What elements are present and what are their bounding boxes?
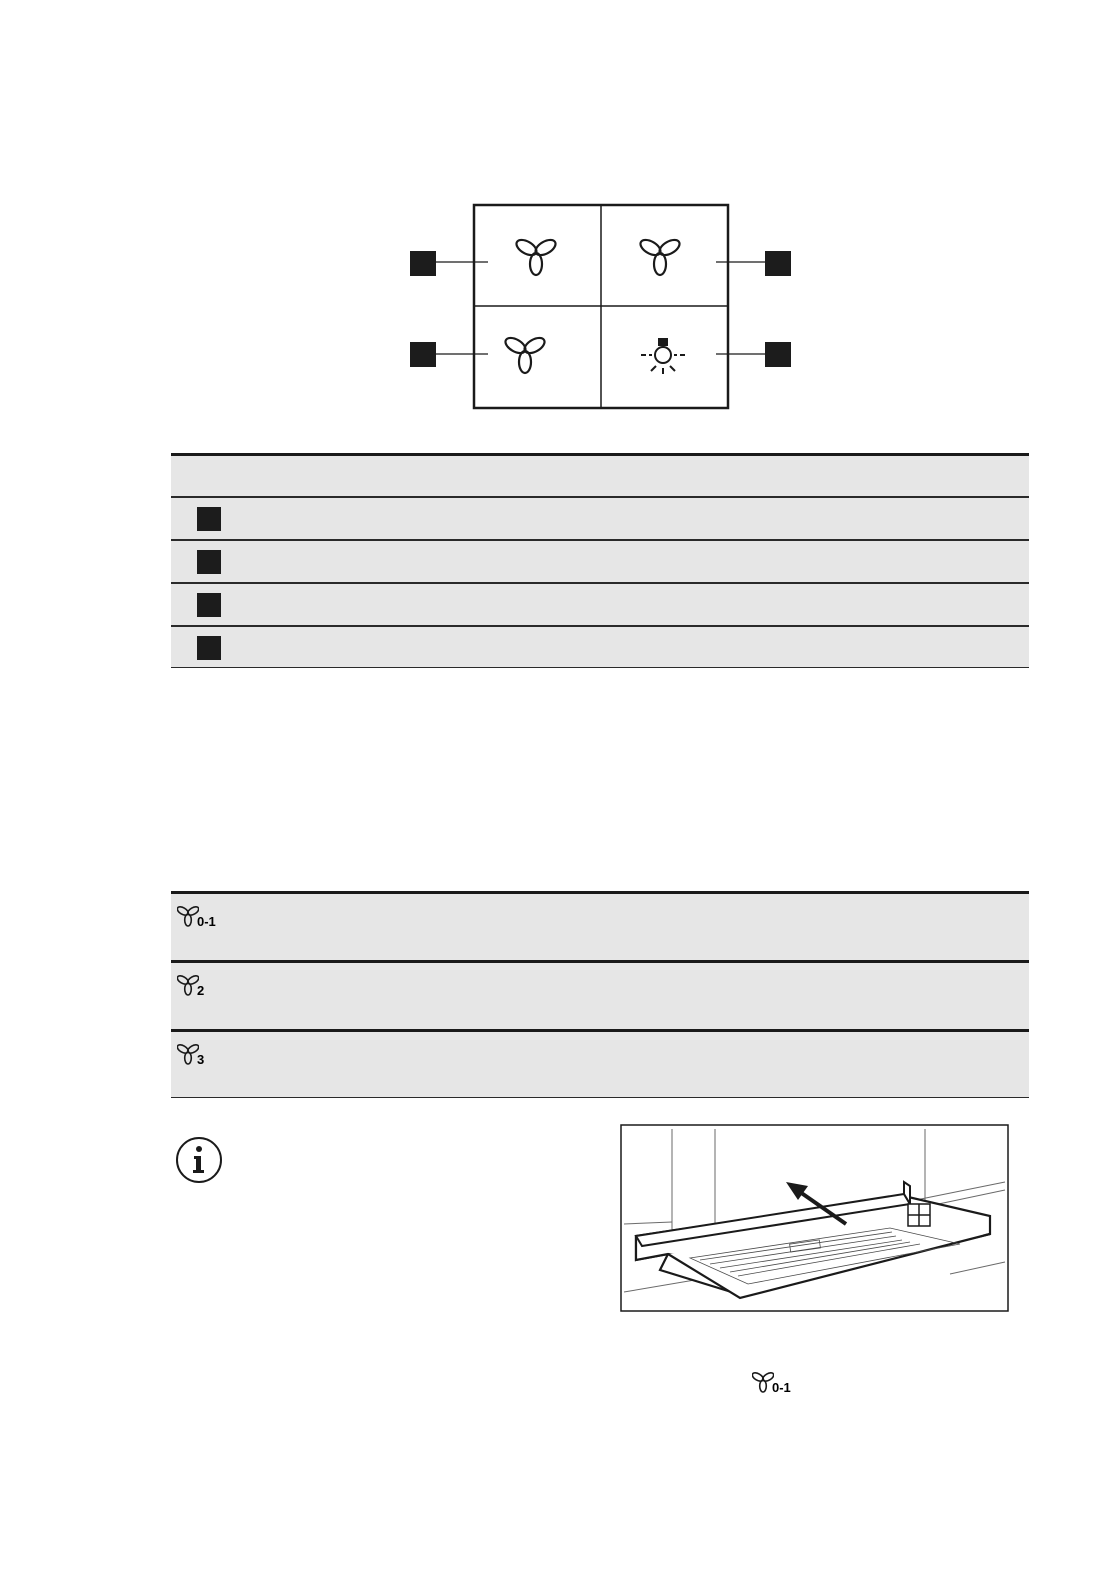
fan-speed-symbol: [752, 1368, 791, 1394]
callout-marker: [197, 593, 221, 617]
fan-icon: [177, 1040, 199, 1066]
table-row: [171, 1029, 1029, 1098]
control-reference-table: [171, 453, 1029, 668]
info-icon: [174, 1135, 224, 1185]
table-row: [171, 539, 1029, 582]
speed-level-label: 0-1: [197, 914, 216, 929]
callout-marker: [197, 550, 221, 574]
fan-speed-symbol: [177, 902, 216, 928]
hood-illustration: [620, 1124, 1010, 1314]
fan-icon: [177, 902, 199, 928]
fan-speed-symbol: [177, 971, 204, 997]
fan-speed-table: [171, 891, 1029, 1098]
callout-marker: [197, 507, 221, 531]
table-row: [171, 891, 1029, 960]
table-header: [171, 453, 1029, 496]
table-row: [171, 625, 1029, 668]
table-row: [171, 496, 1029, 539]
speed-level-label: 0-1: [772, 1380, 791, 1395]
fan-icon: [752, 1368, 774, 1394]
table-row: [171, 960, 1029, 1029]
speed-level-label: 3: [197, 1052, 205, 1067]
fan-icon: [177, 971, 199, 997]
callout-marker: [197, 636, 221, 660]
control-panel-diagram: [405, 200, 805, 415]
speed-level-label: 2: [197, 983, 205, 998]
table-row: [171, 582, 1029, 625]
fan-speed-symbol: [177, 1040, 204, 1066]
